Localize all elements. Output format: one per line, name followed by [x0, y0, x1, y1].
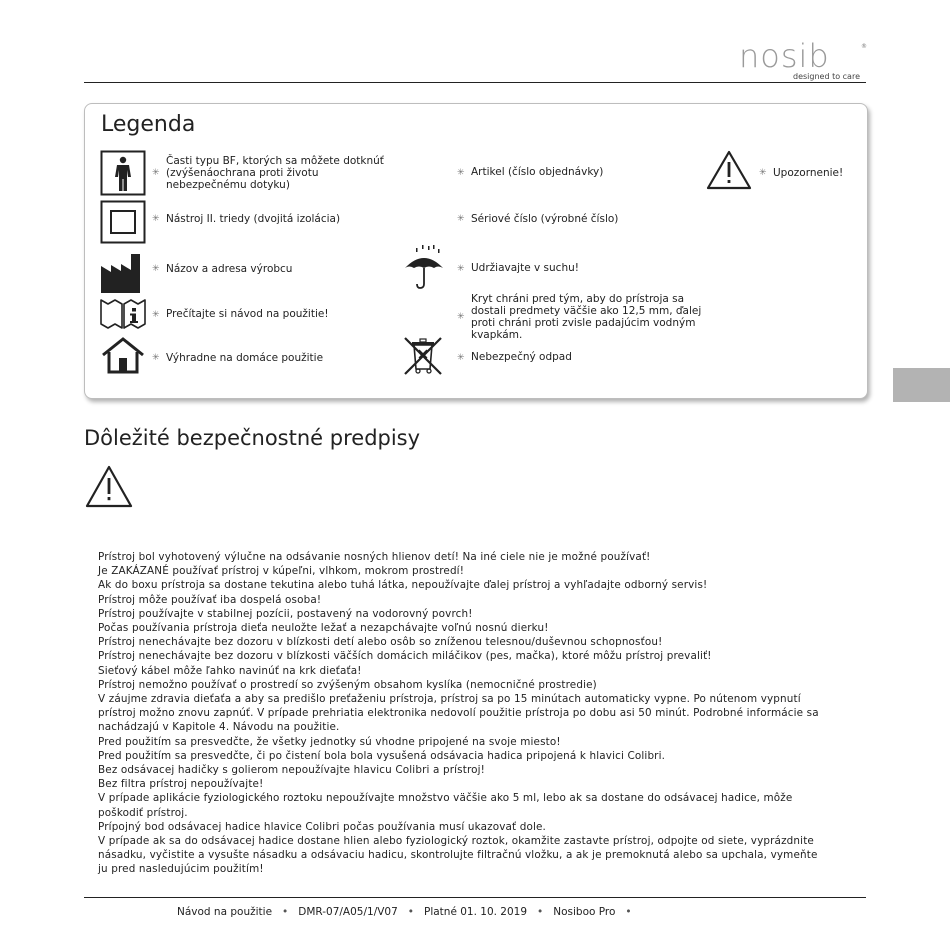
- warning-triangle-icon: [706, 150, 752, 190]
- warning-triangle-icon: [85, 465, 133, 508]
- crossed-bin-weee-icon: [403, 336, 443, 376]
- legend-item-text: Názov a adresa výrobcu: [166, 263, 293, 275]
- footer-valid-date: Platné 01. 10. 2019: [423, 906, 528, 918]
- brand-logo: nosib: [739, 37, 830, 75]
- instruction-line: V prípade aplikácie fyziologického roztoku nepoužívajte množstvo väčšie ako 5 ml, lebo ak sa dostane do odsávacej hadice, môže: [98, 792, 793, 805]
- instruction-line: násadku, vyčistite a vysušte násadku a odsávaciu hadicu, skontrolujte filtračnú vložku, a ak je premoknutá alebo sa upchala, vymeňte: [98, 849, 818, 862]
- instruction-line: Prístroj nenechávajte bez dozoru v blízkosti väčších domácich miláčikov (pes, mačka), ktoré môžu prístroj prevaliť!: [98, 650, 712, 663]
- legend-title: Legenda: [101, 112, 196, 137]
- legend-item-text: Sériové číslo (výrobné číslo): [471, 213, 619, 225]
- bullet-icon: ✳: [152, 353, 160, 363]
- bf-applied-part-icon: [100, 150, 146, 196]
- bullet-icon: ✳: [152, 168, 160, 178]
- instruction-line: V záujme zdravia dieťaťa a aby sa predišlo preťaženiu prístroja, prístroj sa po 15 minútach automaticky vypne. Po nútenom vypnutí: [98, 693, 801, 706]
- footer-doc-type: Návod na použitie: [177, 906, 273, 918]
- instruction-line: Prístroj používajte v stabilnej pozícii, postavený na vodorovný povrch!: [98, 607, 473, 620]
- instruction-line: prístroj možno znovu zapnúť. V prípade prehriatia elektronika nedovolí použitie prístroja po dobu asi 50 minút. Podrobné informácie sa: [98, 707, 819, 720]
- instruction-line: Prístroj nenechávajte bez dozoru v blízkosti detí alebo osôb so zníženou telesnou/duševnou schopnosťou!: [98, 636, 663, 649]
- legend-item-text: Nástroj II. triedy (dvojitá izolácia): [166, 213, 341, 225]
- bullet-icon: ✳: [759, 168, 767, 178]
- legend-item-text: Časti typu BF, ktorých sa môžete dotknúť (zvýšenáochrana proti životu nebezpečnému dotyku): [166, 155, 384, 191]
- footer-separator: •: [537, 906, 544, 918]
- bullet-icon: ✳: [457, 264, 465, 274]
- house-home-use-icon: [100, 336, 146, 374]
- legend-item-text: Kryt chráni pred tým, aby do prístroja sa dostali predmety väčšie ako 12,5 mm, ďalej proti chráni proti zvisle padajúcim vodným kvapkám.: [471, 293, 702, 341]
- instruction-line: Prístroj nemožno používať o prostredí so zvýšeným obsahom kyslíka (nemocničné prostredie): [98, 678, 597, 691]
- class-ii-double-insulation-icon: [100, 200, 146, 244]
- legend-item-text: Udržiavajte v suchu!: [471, 262, 579, 274]
- instruction-line: nachádzajú v Kapitole 4. Návodu na použitie.: [98, 721, 340, 734]
- legend-item-text: Výhradne na domáce použitie: [166, 352, 324, 364]
- footer-doc-code: DMR-07/A05/1/V07: [298, 906, 398, 918]
- instruction-line: ju pred nasledujúcim použitím!: [98, 863, 264, 876]
- bullet-icon: ✳: [152, 214, 160, 224]
- legend-item-text: Prečítajte si návod na použitie!: [166, 308, 329, 320]
- read-manual-icon: [100, 298, 146, 330]
- instruction-line: Prípojný bod odsávacej hadice hlavice Colibri počas používania musí ukazovať dole.: [98, 820, 547, 833]
- instruction-line: V prípade ak sa do odsávacej hadice dostane hlien alebo fyziologický roztok, okamžite zastavte prístroj, odpojte od siete, vyprázdnite: [98, 835, 814, 848]
- footer-separator: •: [407, 906, 414, 918]
- bullet-icon: ✳: [457, 214, 465, 224]
- keep-dry-umbrella-icon: [402, 244, 446, 290]
- footer: [177, 906, 642, 918]
- registered-mark: ®: [861, 43, 867, 50]
- instruction-line: Bez odsávacej hadičky s golierom nepoužívajte hlavicu Colibri a prístroj!: [98, 764, 485, 777]
- bullet-icon: ✳: [152, 264, 160, 274]
- footer-divider: [84, 897, 866, 898]
- bullet-icon: ✳: [457, 353, 465, 363]
- instruction-line: Bez filtra prístroj nepoužívajte!: [98, 778, 264, 791]
- bullet-icon: ✳: [457, 312, 465, 322]
- instruction-line: Prístroj bol vyhotovený výlučne na odsávanie nosných hlienov detí! Na iné ciele nie je možné používať!: [98, 551, 651, 563]
- bullet-icon: ✳: [457, 168, 465, 178]
- chapter-side-tab: [893, 368, 950, 402]
- instruction-line: Pred použitím sa presvedčte, že všetky jednotky sú vhodne pripojené na svoje miesto!: [98, 735, 561, 748]
- brand-tagline: designed to care: [793, 72, 860, 81]
- instruction-line: Ak do boxu prístroja sa dostane tekutina alebo tuhá látka, nepoužívajte ďalej prístroj a vyhľadajte odborný servis!: [98, 579, 708, 592]
- instruction-line: Prístroj môže používať iba dospelá osoba!: [98, 593, 322, 606]
- bullet-icon: ✳: [152, 310, 160, 320]
- footer-separator: •: [625, 906, 632, 918]
- legend-item-text: Upozornenie!: [773, 167, 844, 179]
- legend-item-text: Artikel (číslo objednávky): [471, 166, 604, 178]
- instruction-line: poškodiť prístroj.: [98, 806, 188, 819]
- section-title: Dôležité bezpečnostné predpisy: [84, 426, 421, 450]
- instruction-line: Je ZAKÁZANÉ používať prístroj v kúpeľni, vlhkom, mokrom prostredí!: [98, 565, 465, 578]
- manufacturer-factory-icon: [100, 252, 146, 294]
- safety-instructions: [98, 550, 868, 877]
- header-divider: [84, 82, 866, 83]
- instruction-line: Sieťový kábel môže ľahko navinúť na krk dieťaťa!: [98, 664, 362, 677]
- instruction-line: Pred použitím sa presvedčte, či po čistení bola bola vysušená odsávacia hadica pripojená k hlavici Colibri.: [98, 749, 666, 762]
- instruction-line: Počas používania prístroja dieťa neuložte ležať a nezapchávajte voľnú nosnú dierku!: [98, 622, 549, 635]
- legend-item-text: Nebezpečný odpad: [471, 351, 572, 363]
- footer-product: Nosiboo Pro: [553, 906, 616, 918]
- footer-separator: •: [282, 906, 289, 918]
